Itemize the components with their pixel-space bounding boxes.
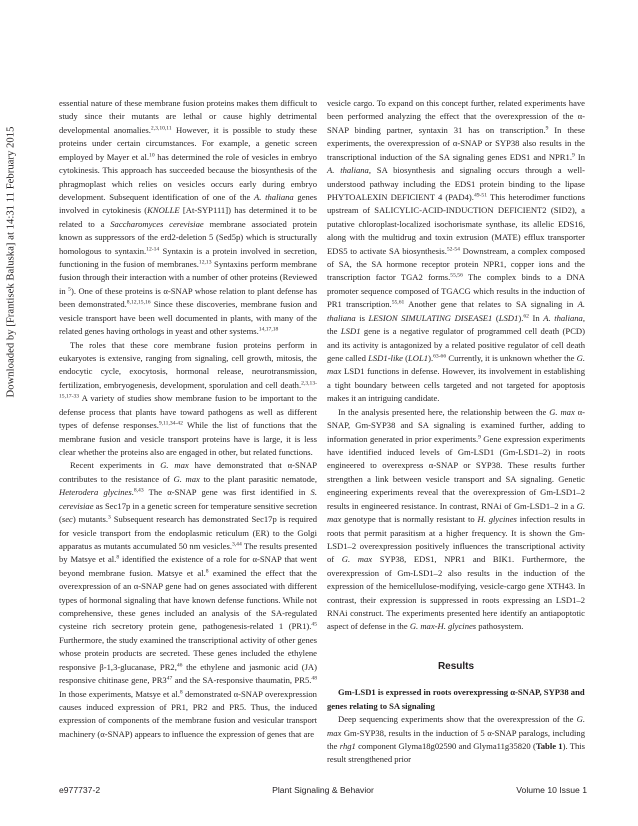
paragraph: Deep sequencing experiments show that the overexpression of the G. max Gm-SYP38, results in the induction of 5 α-SNAP paralogs, including the rhg1 component Glyma18g02590 and Glyma11g35820 (Table 1). This result strengthened prior [327, 714, 585, 765]
paragraph: vesicle cargo. To expand on this concept further, related experiments have been performed analyzing the effect that the overexpression of the α-SNAP binding partner, syntaxin 31 has on transcription.$^9$ In these experiments, the overexpression of α-SNAP or SYP38 also results in the transcriptional induction of the SA signaling genes EDS1 and NPR1.$^9$ In A. thaliana, SA biosynthesis and signaling occurs through a well-understood pathway including the EDS1 protein binding to the lipase PHYTOALEXIN DEFICIENT 4 (PAD4).$^{49-51}$ This heterodimer functions upstream of SALICYLIC-ACID-INDUCTION DEFICIENT2 (SID2), a putative chloroplast-localized isochorismate synthase, its allelic EDS16, along with the multidrug and toxin extrusion (MATE) efflux transporter EDS5 to activate SA biosynthesis.$^{52-54}$ Downstream, a complex composed of SA, the SA hormone receptor protein NPR1, copper ions and the transcription factor TGA2 forms.$^{55,56}$ The complex binds to a DNA promoter sequence composed of TGACG which results in the induction of PR1 transcription.$^{55,61}$ Another gene that relates to SA signaling in A. thaliana is LESION SIMULATING DISEASE1 (LSD1).$^{62}$ In A. thaliana, the LSD1 gene is a negative regulator of programmed cell death (PCD) and its activity is antagonized by a related positive regulator of cell death gene called LSD1-like (LOL1).$^{63-66}$ Currently, it is unknown whether the G. max LSD1 functions in defense. However, its involvement in establishing a tight boundary between cells targeted and not targeted for apoptosis makes it an intriguing candidate. [327, 98, 585, 404]
page-footer [59, 785, 587, 799]
results-subheading: Gm-LSD1 is expressed in roots overexpressing α-SNAP, SYP38 and genes relating to SA signaling [327, 687, 585, 711]
download-watermark [0, 0, 22, 826]
footer-journal: Plant Signaling & Behavior [272, 785, 374, 795]
footer-article-id: e977737-2 [59, 785, 101, 795]
paragraph: Recent experiments in G. max have demonstrated that α-SNAP contributes to the resistance of G. max to the plant parasitic nematode, Heterodera glycines.$^{8,43}$ The α-SNAP gene was first identified in S. cerevisiae as Sec17p in a genetic screen for temperature sensitive secretion (sec) mutants.$^3$ Subsequent research has demonstrated Sec17p is required for vesicle transport from the endoplasmic reticulum (ER) to the Golgi apparatus as mutants accumulated 50 nm vesicles.$^{3,44}$ The results presented by Matsye et al.$^8$ identified the existence of a role for α-SNAP that went beyond membrane fusion. Matsye et al.$^8$ examined the effect that the overexpression of an α-SNAP gene had on genes associated with different types of hormonal signaling that have known defense functions. While not comprehensive, these genes included an analysis of the SA-regulated cysteine rich secretory protein gene, pathogenesis-related 1 (PR1).$^{45}$ Furthermore, the study examined the transcriptional activity of other genes whose protein products are secreted. These genes included the ethylene responsive β-1,3-glucanase, PR2,46 the ethylene and jasmonic acid (JA) responsive chitinase gene, $PR3^{47}$ and the SA-responsive thaumatin, PR5.48 In those experiments, Matsye et al.$^8$ demonstrated α-SNAP overexpression causes induced expression of PR1, PR2 and PR5. Thus, the induced expression of components of the membrane fusion and vesicular transport machinery (α-SNAP) appears to influence the expression of genes that are [59, 460, 317, 739]
download-note: Downloaded by [Frantisek Baluska] at 14:31 11 February 2015 [5, 126, 17, 398]
left-column [59, 97, 317, 741]
paragraph: In the analysis presented here, the relationship between the G. max α-SNAP, Gm-SYP38 and SA signaling is examined further, adding to information generated in prior experiments.$^9$ Gene expression experiments have identified induced levels of Gm-LSD1 (Gm-LSD1–2) in roots engineered to overexpress α-SNAP or SYP38. These results further strengthen a link between vesicle transport and SA signaling. Genetic engineering experiments reveal that the overexpression of Gm-LSD1–2 results in engineered resistance. In contrast, RNAi of Gm-LSD1–2 in a G. max genotype that is normally resistant to H. glycines infection results in roots that permit parasitism at a higher frequency. It is shown the Gm-LSD1–2 overexpression positively influences the transcriptional activity of G. max SYP38, EDS1, NPR1 and BIK1. Furthermore, the overexpression of Gm-LSD1–2 also results in the induction of the expression of the hemicellulose-modifying, vesicle-cargo gene XTH43. In contrast, their expression is suppressed in roots expressing an LSD1–2 RNAi construct. The experiments presented here identify an antiapoptotic aspect of defense in the G. max-H. glycines pathosystem. [327, 406, 585, 632]
results-heading: Results [437, 660, 475, 672]
paragraph: essential nature of these membrane fusion proteins makes them difficult to study since their mutants are lethal or cause highly detrimental developmental anomalies.$^{2,3,10,11}$ However, it is possible to study these proteins under certain circumstances. For example, a genetic screen employed by Mayer et al.$^{10}$ has determined the role of vesicles in embryo cytokinesis. This approach has succeeded because the biosynthesis of the phragmoplast which relies on vesicles occurs early during embryo development. Subsequent identification of one of the A. thaliana genes involved in cytokinesis (KNOLLE [At-SYP111]) has determined it to be related to a Saccharomyces cerevisiae membrane associated protein known as suppressors of the erd2-deletion 5 (Sed5p) which is structurally homologous to syntaxin.$^{12-14}$ Syntaxin is a protein involved in secretion, functioning in the fusion of membranes.$^{12,13}$ Syntaxins perform membrane fusion through their interaction with a number of other proteins (Reviewed in $^5$). One of these proteins is α-SNAP whose relation to plant defense has been demonstrated.$^{8,12,15,16}$ Since these discoveries, membrane fusion and vesicle transport have been well documented in plants, with many of the related genes having orthologs in yeast and other systems.$^{14,17,18}$ [59, 98, 318, 337]
right-column [327, 97, 585, 767]
footer-volume: Volume 10 Issue 1 [516, 785, 587, 795]
paragraph: The roles that these core membrane fusion proteins perform in eukaryotes is extensive, ranging from signaling, cell growth, mitosis, the endocytic cycle, exocytosis, hormonal release, neurotransmission, fertilization, embryogenesis, development, sporulation and cell death.$^{2,3,13-15,17-33}$ A variety of studies show membrane fusion to be important to the defense process that plants have toward pathogens as well as different types of defense responses.$^{9,11,34-42}$ While the list of functions that the membrane fusion and vesicle transport proteins have is large, it is less clear whether the proteins also are engaged in other, but related functions. [59, 339, 317, 457]
